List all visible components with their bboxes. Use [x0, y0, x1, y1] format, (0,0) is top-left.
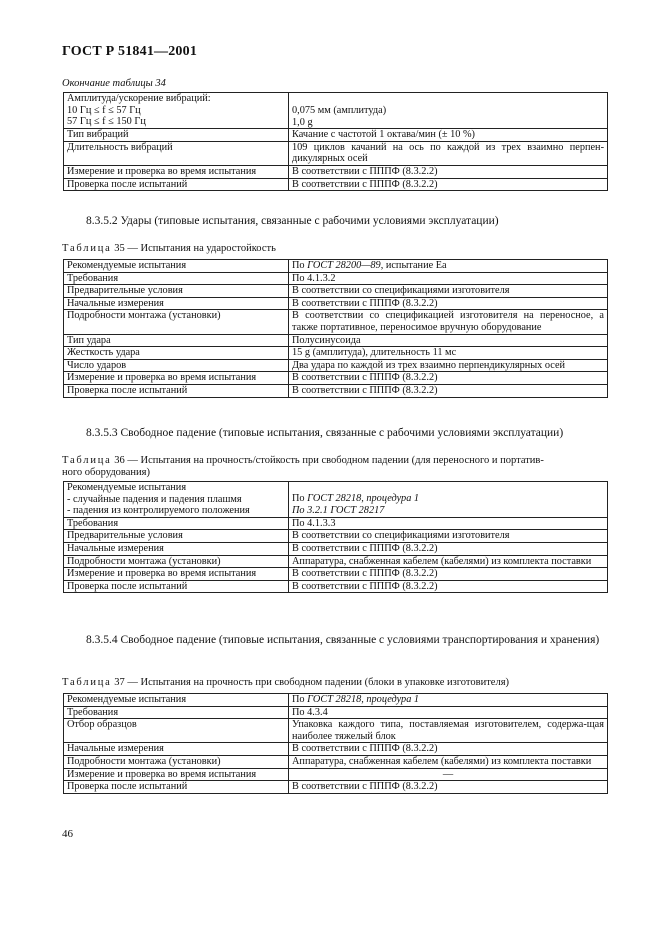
table-cell: Тип вибраций [64, 129, 289, 142]
cell-text: 10 Гц ≤ f ≤ 57 Гц [67, 104, 141, 116]
cell-text: 0,075 мм (амплитуда) [292, 105, 387, 116]
table-34 [63, 92, 608, 191]
table-row [64, 555, 608, 568]
table-cell [64, 93, 289, 129]
table-cell: По 4.1.3.3 [289, 517, 608, 530]
section-8-3-5-3 [62, 425, 607, 442]
table-cell: Измерение и проверка во время испытания [64, 165, 289, 178]
standard-reference: ГОСТ 28218, процедура 1 [307, 493, 420, 504]
table-cell: Начальные измерения [64, 743, 289, 756]
table-cell: Качание с частотой 1 октава/мин (± 10 %) [289, 129, 608, 142]
table-row [64, 694, 608, 707]
table-row [64, 334, 608, 347]
standard-reference: По 3.2.1 ГОСТ 28217 [292, 504, 385, 516]
table-cell: Требования [64, 706, 289, 719]
section-text: Удары (типовые испытания, связанные с рабочими условиями эксплуатации) [120, 215, 499, 227]
table-cell: Аппаратура, снабженная кабелем (кабелями) из комплекта поставки [289, 555, 608, 568]
table-cell: Подробности монтажа (установки) [64, 555, 289, 568]
page-number: 46 [62, 828, 73, 840]
table-cell: В соответствии с ПППФ (8.3.2.2) [289, 580, 608, 593]
table-cell: Рекомендуемые испытания [64, 694, 289, 707]
table-row [64, 542, 608, 555]
section-number: 8.3.5.3 [86, 427, 118, 439]
table-cell: В соответствии со спецификациями изготовителя [289, 285, 608, 298]
table-cell: 15 g (амплитуда), длительность 11 мс [289, 347, 608, 360]
cell-text: По [292, 260, 308, 271]
table-cell [289, 694, 608, 707]
table-row [64, 347, 608, 360]
table-cell: В соответствии с ПППФ (8.3.2.2) [289, 165, 608, 178]
table-cell [289, 93, 608, 129]
table-cell: 109 циклов качаний на ось по каждой из трех взаимно перпен-дикулярных осей [289, 141, 608, 165]
table-row [64, 272, 608, 285]
table-cell: — [289, 768, 608, 781]
table-label: Таблица [62, 677, 112, 688]
table-cell: В соответствии с ПППФ (8.3.2.2) [289, 297, 608, 310]
table-row [64, 768, 608, 781]
table-label: Таблица [62, 455, 112, 466]
table-cell: В соответствии с ПППФ (8.3.2.2) [289, 372, 608, 385]
table-cell: Подробности монтажа (установки) [64, 310, 289, 334]
table-row [64, 165, 608, 178]
table-cell: Начальные измерения [64, 297, 289, 310]
table-cell: Упаковка каждого типа, поставляемая изготовителем, содержа-щая наиболее тяжелый блок [289, 719, 608, 743]
table-caption-text: 35 — Испытания на ударостойкость [114, 243, 276, 254]
table34-caption: Окончание таблицы 34 [62, 78, 166, 89]
table-row [64, 482, 608, 518]
cell-text: 57 Гц ≤ f ≤ 150 Гц [67, 116, 146, 128]
table-row [64, 359, 608, 372]
table-cell: Рекомендуемые испытания [64, 260, 289, 273]
table-35 [63, 259, 608, 398]
section-number: 8.3.5.4 [86, 634, 118, 646]
table-cell: Полусинусоида [289, 334, 608, 347]
cell-text: - падения из контролируемого положения [67, 505, 250, 517]
table-cell: Измерение и проверка во время испытания [64, 568, 289, 581]
table-cell: В соответствии с ПППФ (8.3.2.2) [289, 743, 608, 756]
table-caption-text: 37 — Испытания на прочность при свободном падении (блоки в упаковке изготовителя) [114, 677, 510, 688]
table-cell: Предварительные условия [64, 285, 289, 298]
table-cell: Длительность вибраций [64, 141, 289, 165]
standard-reference: ГОСТ 28218, процедура 1 [307, 694, 420, 705]
standard-reference: ГОСТ 28200—89 [307, 260, 381, 271]
table-cell: Жесткость удара [64, 347, 289, 360]
table-row [64, 743, 608, 756]
table-cell: В соответствии со спецификациями изготовителя [289, 530, 608, 543]
table-cell: Требования [64, 272, 289, 285]
table-cell: Тип удара [64, 334, 289, 347]
table-cell [289, 260, 608, 273]
document-code: ГОСТ Р 51841—2001 [62, 44, 198, 59]
table-row [64, 706, 608, 719]
table-label: Таблица [62, 243, 112, 254]
table-row [64, 141, 608, 165]
table-cell: Проверка после испытаний [64, 580, 289, 593]
table-cell: По 4.1.3.2 [289, 272, 608, 285]
table-cell: Предварительные условия [64, 530, 289, 543]
table-cell: Измерение и проверка во время испытания [64, 372, 289, 385]
table-cell: Два удара по каждой из трех взаимно перпендикулярных осей [289, 359, 608, 372]
cell-text: 1,0 g [292, 116, 313, 128]
table-cell: Отбор образцов [64, 719, 289, 743]
cell-text: Амплитуда/ускорение вибраций: [67, 93, 211, 104]
section-number: 8.3.5.2 [86, 215, 118, 227]
table-caption-text: 36 — Испытания на прочность/стойкость при свободном падении (для переносного и портатив- [114, 455, 544, 466]
section-8-3-5-2 [62, 213, 607, 230]
section-text: Свободное падение (типовые испытания, связанные с рабочими условиями эксплуатации) [120, 427, 564, 439]
table-cell: Проверка после испытаний [64, 781, 289, 794]
table-cell: Проверка после испытаний [64, 384, 289, 397]
table-caption-text: ного оборудования) [62, 467, 150, 478]
table-row [64, 568, 608, 581]
table-row [64, 781, 608, 794]
section-text: Свободное падение (типовые испытания, связанные с условиями транспортирования и хранения) [120, 634, 600, 646]
table-cell: По 4.3.4 [289, 706, 608, 719]
table-cell [64, 482, 289, 518]
table-cell: Подробности монтажа (установки) [64, 755, 289, 768]
cell-text: , испытание Еа [380, 260, 447, 271]
table-row [64, 755, 608, 768]
cell-text: - случайные падения и падения плашмя [67, 493, 242, 505]
table-cell: Проверка после испытаний [64, 178, 289, 191]
table-cell: В соответствии с ПППФ (8.3.2.2) [289, 178, 608, 191]
table-row [64, 285, 608, 298]
table37-caption [62, 677, 509, 689]
table-row [64, 178, 608, 191]
table-37 [63, 693, 608, 794]
cell-text: По [292, 493, 308, 504]
cell-text: Рекомендуемые испытания [67, 482, 187, 493]
table-row [64, 310, 608, 334]
table-row [64, 719, 608, 743]
table36-caption [62, 455, 544, 479]
table-row [64, 580, 608, 593]
table-row [64, 297, 608, 310]
table-36 [63, 481, 608, 593]
table-cell [289, 482, 608, 518]
table-cell: Измерение и проверка во время испытания [64, 768, 289, 781]
table-row [64, 517, 608, 530]
table-row [64, 260, 608, 273]
section-8-3-5-4 [62, 632, 607, 649]
table-cell: В соответствии с ПППФ (8.3.2.2) [289, 542, 608, 555]
table-cell: Начальные измерения [64, 542, 289, 555]
table-cell: В соответствии с ПППФ (8.3.2.2) [289, 384, 608, 397]
table-cell: В соответствии со спецификацией изготовителя на переносное, а также портативное, переносимое вручную оборудование [289, 310, 608, 334]
table35-caption [62, 243, 276, 255]
table-cell: Требования [64, 517, 289, 530]
table-row [64, 530, 608, 543]
table-cell: Аппаратура, снабженная кабелем (кабелями) из комплекта поставки [289, 755, 608, 768]
table-row [64, 129, 608, 142]
table-cell: Число ударов [64, 359, 289, 372]
table-row [64, 372, 608, 385]
table-cell: В соответствии с ПППФ (8.3.2.2) [289, 781, 608, 794]
cell-text: По [292, 694, 308, 705]
table-row [64, 93, 608, 129]
table-cell: В соответствии с ПППФ (8.3.2.2) [289, 568, 608, 581]
table-row [64, 384, 608, 397]
